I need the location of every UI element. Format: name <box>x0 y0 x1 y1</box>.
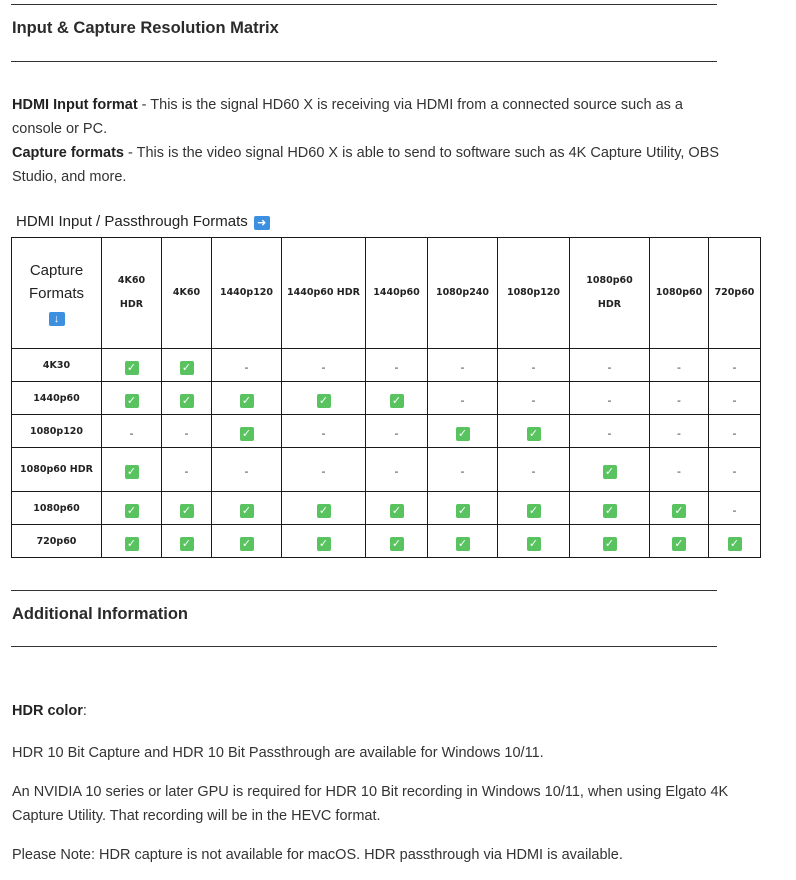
dash-symbol: - <box>607 360 612 374</box>
column-header <box>570 238 650 349</box>
matrix-cell <box>162 382 212 415</box>
dash-symbol: - <box>677 360 681 374</box>
dash-symbol: - <box>184 465 189 478</box>
row-header: 1080p60 HDR <box>12 448 102 492</box>
hdr-color-label: HDR color <box>12 703 83 719</box>
dash-symbol: - <box>531 465 536 478</box>
dash-symbol: - <box>732 393 737 407</box>
matrix-cell <box>498 448 570 492</box>
matrix-cell <box>570 349 650 382</box>
matrix-cell <box>212 382 282 415</box>
matrix-cell <box>709 448 761 492</box>
matrix-cell <box>102 382 162 415</box>
checkmark-icon: ✓ <box>527 504 541 518</box>
matrix-cell <box>650 415 709 448</box>
matrix-cell <box>709 525 761 558</box>
matrix-cell <box>428 448 498 492</box>
table-row <box>12 525 761 558</box>
dash-symbol: - <box>321 426 326 440</box>
checkmark-icon: ✓ <box>125 361 139 375</box>
column-header-line: 1080p60 <box>586 275 633 286</box>
matrix-cell <box>102 349 162 382</box>
matrix-cell <box>162 448 212 492</box>
dash-symbol: - <box>732 465 737 478</box>
dash-symbol: - <box>244 465 249 478</box>
resolution-matrix-table <box>11 237 761 558</box>
matrix-cell <box>282 448 366 492</box>
row-header: 1080p60 <box>12 492 102 525</box>
divider-additional-bottom <box>11 646 717 647</box>
checkmark-icon: ✓ <box>180 361 194 375</box>
matrix-cell <box>650 492 709 525</box>
checkmark-icon: ✓ <box>317 537 331 551</box>
checkmark-icon: ✓ <box>456 537 470 551</box>
matrix-cell <box>428 492 498 525</box>
row-header: 720p60 <box>12 525 102 558</box>
matrix-cell <box>709 349 761 382</box>
row-header: 1440p60 <box>12 382 102 415</box>
dash-symbol: - <box>184 426 189 440</box>
checkmark-icon: ✓ <box>180 394 194 408</box>
column-header <box>709 238 761 349</box>
checkmark-icon: ✓ <box>456 427 470 441</box>
corner-header <box>12 238 102 349</box>
matrix-cell <box>650 525 709 558</box>
dash-symbol: - <box>732 503 737 517</box>
column-header-line: 4K60 <box>172 287 201 298</box>
dash-symbol: - <box>607 426 612 440</box>
checkmark-icon: ✓ <box>672 504 686 518</box>
column-header-line: 1080p60 <box>655 287 703 298</box>
hdr-color-heading <box>12 703 87 719</box>
capture-formats-description <box>12 141 732 189</box>
column-header-line: 1440p60 <box>373 287 420 298</box>
checkmark-icon: ✓ <box>125 537 139 551</box>
checkmark-icon: ✓ <box>125 504 139 518</box>
table-caption-text: HDMI Input / Passthrough Formats <box>16 213 248 230</box>
dash-symbol: - <box>607 393 612 407</box>
divider-additional-top <box>11 590 717 591</box>
table-row <box>12 382 761 415</box>
checkmark-icon: ✓ <box>390 504 404 518</box>
dash-symbol: - <box>531 360 536 374</box>
matrix-cell <box>428 382 498 415</box>
checkmark-icon: ✓ <box>527 537 541 551</box>
checkmark-icon: ✓ <box>527 427 541 441</box>
matrix-cell <box>709 492 761 525</box>
right-arrow-icon: ➜ <box>254 216 270 230</box>
matrix-cell <box>282 525 366 558</box>
matrix-cell <box>282 382 366 415</box>
dash-symbol: - <box>677 465 681 478</box>
matrix-cell <box>212 415 282 448</box>
matrix-cell <box>212 525 282 558</box>
matrix-cell <box>162 349 212 382</box>
divider-top <box>11 4 717 5</box>
matrix-cell <box>366 492 428 525</box>
checkmark-icon: ✓ <box>180 537 194 551</box>
matrix-cell <box>162 525 212 558</box>
dash-symbol: - <box>394 360 399 374</box>
matrix-cell <box>366 415 428 448</box>
matrix-cell <box>428 349 498 382</box>
hdr-paragraph-3: Please Note: HDR capture is not available for macOS. HDR passthrough via HDMI is available. <box>12 847 623 863</box>
dash-symbol: - <box>460 360 465 374</box>
column-header-line: 720p60 <box>714 287 755 298</box>
matrix-cell <box>102 448 162 492</box>
dash-symbol: - <box>732 426 737 440</box>
checkmark-icon: ✓ <box>240 504 254 518</box>
column-header <box>282 238 366 349</box>
dash-symbol: - <box>460 465 465 478</box>
matrix-cell <box>709 382 761 415</box>
matrix-cell <box>498 382 570 415</box>
matrix-cell <box>366 349 428 382</box>
matrix-cell <box>570 415 650 448</box>
hdmi-input-text: - This is the signal HD60 X is receiving via HDMI from a connected source such as a console or PC. <box>12 97 683 137</box>
table-caption <box>16 213 270 230</box>
checkmark-icon: ✓ <box>317 504 331 518</box>
matrix-cell <box>366 382 428 415</box>
matrix-cell <box>212 492 282 525</box>
down-arrow-icon: ↓ <box>49 312 65 326</box>
checkmark-icon: ✓ <box>317 394 331 408</box>
matrix-cell <box>570 525 650 558</box>
matrix-cell <box>498 349 570 382</box>
hdmi-input-description <box>12 93 732 141</box>
row-header: 1080p120 <box>12 415 102 448</box>
table-row <box>12 415 761 448</box>
column-header <box>366 238 428 349</box>
matrix-cell <box>366 525 428 558</box>
checkmark-icon: ✓ <box>728 537 742 551</box>
column-header-line: HDR <box>119 299 144 310</box>
matrix-cell <box>162 492 212 525</box>
column-header-line: 1440p60 HDR <box>287 287 360 298</box>
matrix-cell <box>102 415 162 448</box>
matrix-cell <box>102 525 162 558</box>
matrix-cell <box>212 448 282 492</box>
column-header-line: 1080p240 <box>435 287 490 298</box>
checkmark-icon: ✓ <box>456 504 470 518</box>
intro-text <box>12 93 732 189</box>
corner-label-capture: Capture <box>29 261 84 279</box>
checkmark-icon: ✓ <box>603 465 617 479</box>
column-header-line: 1440p120 <box>219 287 274 298</box>
capture-formats-text: - This is the video signal HD60 X is able to send to software such as 4K Capture Utility, OBS Studio, and more. <box>12 145 720 185</box>
dash-symbol: - <box>321 465 326 478</box>
matrix-cell <box>428 525 498 558</box>
dash-symbol: - <box>732 360 737 374</box>
checkmark-icon: ✓ <box>603 504 617 518</box>
matrix-cell <box>428 415 498 448</box>
column-header <box>212 238 282 349</box>
divider-under-title <box>11 61 717 62</box>
column-header <box>102 238 162 349</box>
column-header <box>162 238 212 349</box>
checkmark-icon: ✓ <box>180 504 194 518</box>
hdmi-input-label: HDMI Input format <box>12 97 138 113</box>
checkmark-icon: ✓ <box>125 465 139 479</box>
column-header-line: 4K60 <box>117 275 146 286</box>
dash-symbol: - <box>460 393 465 407</box>
matrix-cell <box>650 382 709 415</box>
table-row <box>12 492 761 525</box>
corner-label-formats: Formats <box>28 284 84 302</box>
matrix-cell <box>282 349 366 382</box>
column-header-line: 1080p120 <box>506 287 561 298</box>
dash-symbol: - <box>394 426 399 440</box>
matrix-cell <box>102 492 162 525</box>
dash-symbol: - <box>244 360 249 374</box>
matrix-cell <box>212 349 282 382</box>
dash-symbol: - <box>321 360 326 374</box>
table-row <box>12 349 761 382</box>
matrix-cell <box>650 349 709 382</box>
matrix-cell <box>570 492 650 525</box>
matrix-cell <box>498 492 570 525</box>
column-header <box>650 238 709 349</box>
matrix-cell <box>498 415 570 448</box>
capture-formats-label: Capture formats <box>12 145 124 161</box>
hdr-color-colon: : <box>82 703 87 719</box>
column-header <box>428 238 498 349</box>
matrix-cell <box>570 448 650 492</box>
dash-symbol: - <box>394 465 399 478</box>
section-title-additional: Additional Information <box>12 605 188 623</box>
column-header-line: HDR <box>597 299 622 310</box>
column-header <box>498 238 570 349</box>
table-row <box>12 448 761 492</box>
checkmark-icon: ✓ <box>240 537 254 551</box>
checkmark-icon: ✓ <box>240 427 254 441</box>
hdr-paragraph-2: An NVIDIA 10 series or later GPU is required for HDR 10 Bit recording in Windows 10/11, when using Elgato 4K Capture Utility. That recording will be in the HEVC format. <box>12 784 729 824</box>
matrix-cell <box>498 525 570 558</box>
checkmark-icon: ✓ <box>240 394 254 408</box>
matrix-cell <box>650 448 709 492</box>
dash-symbol: - <box>531 393 536 407</box>
checkmark-icon: ✓ <box>603 537 617 551</box>
checkmark-icon: ✓ <box>125 394 139 408</box>
matrix-cell <box>366 448 428 492</box>
checkmark-icon: ✓ <box>390 394 404 408</box>
matrix-cell <box>282 492 366 525</box>
dash-symbol: - <box>677 426 681 440</box>
matrix-cell <box>162 415 212 448</box>
section-title-matrix: Input & Capture Resolution Matrix <box>12 19 279 37</box>
checkmark-icon: ✓ <box>672 537 686 551</box>
row-header: 4K30 <box>12 349 102 382</box>
checkmark-icon: ✓ <box>390 537 404 551</box>
hdr-paragraph-1: HDR 10 Bit Capture and HDR 10 Bit Passthrough are available for Windows 10/11. <box>12 745 544 761</box>
matrix-cell <box>282 415 366 448</box>
dash-symbol: - <box>677 393 681 407</box>
matrix-cell <box>709 415 761 448</box>
matrix-cell <box>570 382 650 415</box>
dash-symbol: - <box>129 426 134 440</box>
header-row <box>12 238 761 349</box>
